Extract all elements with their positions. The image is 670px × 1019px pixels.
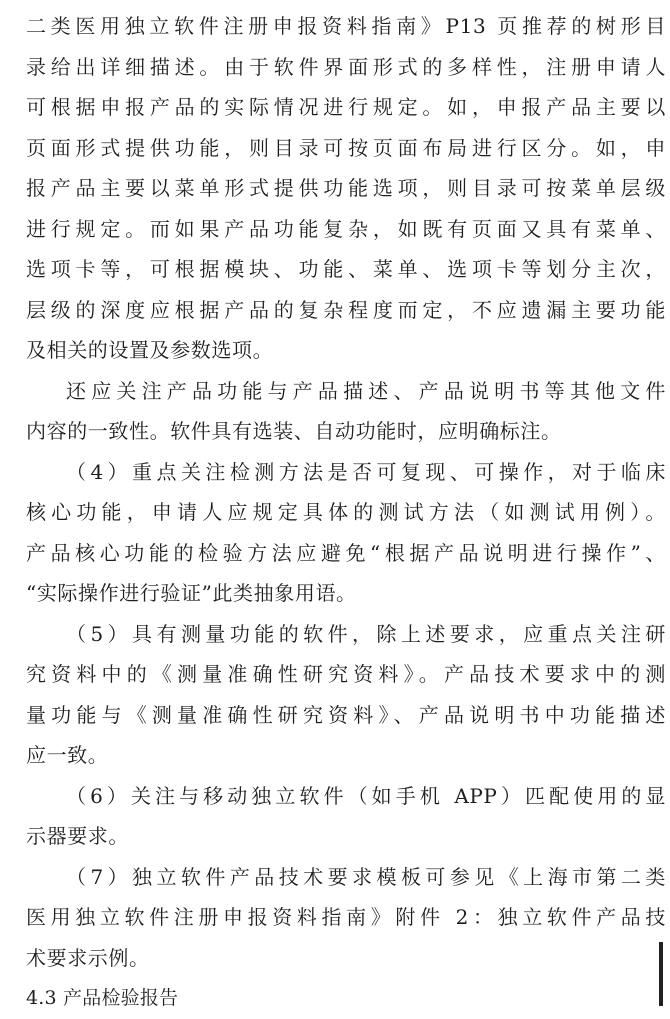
text-line-2: 录给出详细描述。由于软件界面形式的多样性，注册申请人	[26, 54, 666, 79]
section-heading: 4.3 产品检验报告	[26, 987, 179, 1009]
text-line-24: 术要求示例。	[26, 945, 150, 970]
text-line-3: 可根据申报产品的实际情况进行规定。如，申报产品主要以	[26, 95, 666, 119]
text-line-1: 二类医用独立软件注册申报资料指南》P13 页推荐的树形目	[26, 14, 666, 38]
text-line-14: 产品核心功能的检验方法应避免“根据产品说明进行操作”、	[26, 540, 666, 565]
text-line-21: 示器要求。	[26, 824, 129, 848]
text-line-19: 应一致。	[26, 743, 109, 767]
scan-edge-mark	[659, 942, 663, 1006]
text-line-6: 进行规定。而如果产品功能复杂，如既有页面又具有菜单、	[26, 216, 666, 241]
text-line-9: 及相关的设置及参数选项。	[26, 338, 274, 362]
text-line-4: 页面形式提供功能，则目录可按页面布局进行区分。如，申	[26, 135, 666, 160]
text-line-20: （6）关注与移动独立软件（如手机 APP）匹配使用的显	[66, 783, 666, 808]
text-line-18: 量功能与《测量准确性研究资料》、产品说明书中功能描述	[26, 702, 666, 727]
text-line-23: 医用独立软件注册申报资料指南》附件 2：独立软件产品技	[26, 905, 666, 929]
text-line-8: 层级的深度应根据产品的复杂程度而定，不应遗漏主要功能	[26, 297, 666, 322]
text-line-5: 报产品主要以菜单形式提供功能选项，则目录可按菜单层级	[26, 176, 666, 200]
text-line-17: 究资料中的《测量准确性研究资料》。产品技术要求中的测	[26, 662, 666, 686]
text-line-13: 核心功能，申请人应规定具体的测试方法（如测试用例）。	[26, 500, 666, 524]
text-line-7: 选项卡等，可根据模块、功能、菜单、选项卡等划分主次，	[26, 257, 666, 281]
text-line-15: “实际操作进行验证”此类抽象用语。	[26, 581, 357, 605]
text-line-11: 内容的一致性。软件具有选装、自动功能时，应明确标注。	[26, 419, 562, 443]
text-line-22: （7）独立软件产品技术要求模板可参见《上海市第二类	[66, 864, 666, 889]
text-line-12: （4）重点关注检测方法是否可复现、可操作，对于临床	[66, 459, 666, 484]
text-line-10: 还应关注产品功能与产品描述、产品说明书等其他文件	[66, 378, 666, 403]
text-line-16: （5）具有测量功能的软件，除上述要求，应重点关注研	[66, 621, 666, 646]
